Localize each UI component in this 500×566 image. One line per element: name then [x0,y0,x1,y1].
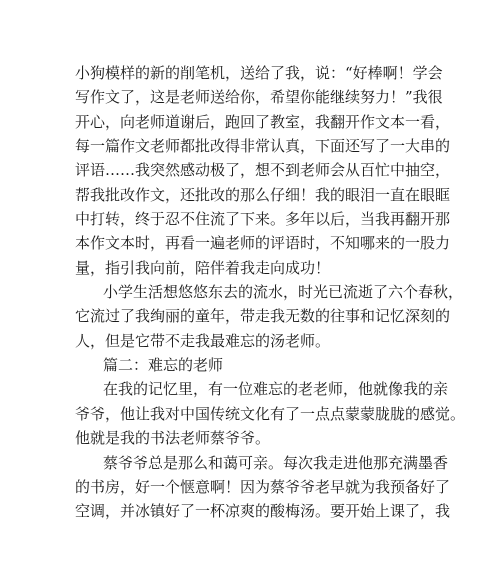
text-line: 帮我批改作文，还批改的那么仔细！我的眼泪一直在眼眶 [75,185,451,204]
text-line: 评语……我突然感动极了，想不到老师会从百忙中抽空， [75,161,451,180]
text-line: 本作文本时，再看一遍老师的评语时，不知哪来的一股力 [75,234,451,253]
text-line: 它流过了我绚丽的童年，带走我无数的往事和记忆深刻的 [75,307,451,326]
text-line: 写作文了，这是老师送给你，希望你能继续努力！”我很 [75,88,443,107]
text-line: 空调，并冰镇好了一杯凉爽的酸梅汤。要开始上课了，我 [75,502,451,521]
text-line: 在我的记忆里，有一位难忘的老老师，他就像我的亲 [103,380,449,399]
text-line: 量，指引我向前，陪伴着我走向成功！ [75,258,331,277]
document-body [75,61,466,524]
text-line: 每一篇作文老师都批改得非常认真，下面还写了一大串的 [75,137,451,156]
text-line: 他就是我的书法老师蔡爷爷。 [75,429,271,448]
text-line: 蔡爷爷总是那么和蔼可亲。每次我走进他那充满墨香 [103,453,449,472]
text-line: 爷爷，他让我对中国传统文化有了一点点蒙蒙胧胧的感觉。 [75,404,466,423]
text-line: 篇二：难忘的老师 [103,356,224,375]
text-line: 小学生活想悠悠东去的流水，时光已流逝了六个春秋， [103,283,464,302]
text-line: 人，但是它带不走我最难忘的汤老师。 [75,331,331,350]
text-line: 开心，向老师道谢后，跑回了教室，我翻开作文本一看， [75,112,451,131]
text-line: 中打转，终于忍不住流了下来。多年以后，当我再翻开那 [75,210,451,229]
text-line: 小狗模样的新的削笔机，送给了我，说：“好棒啊！学会 [75,64,443,82]
text-line: 的书房，好一个惬意啊！因为蔡爷爷老早就为我预备好了 [75,477,451,496]
